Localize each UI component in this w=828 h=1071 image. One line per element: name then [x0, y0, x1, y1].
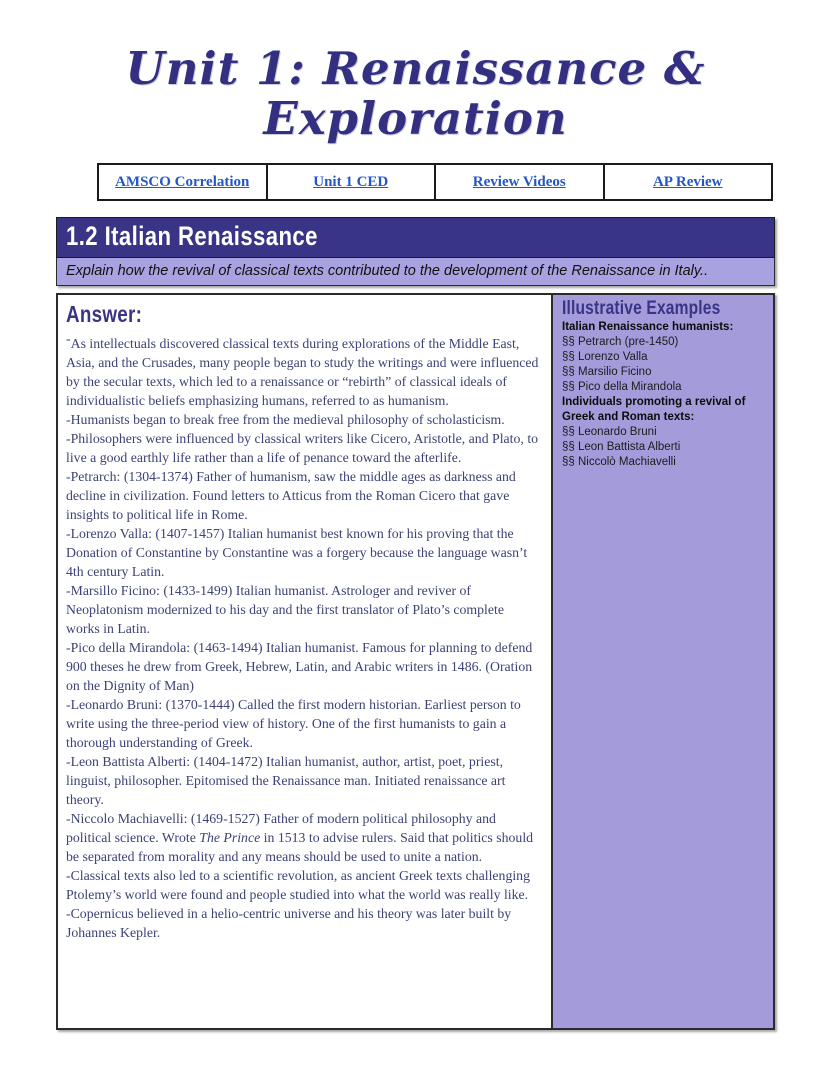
sidebar-heading — [562, 298, 765, 320]
answer-heading — [66, 301, 541, 328]
nav-links-row — [98, 164, 772, 200]
nav-cell-ap — [604, 164, 773, 200]
section-header-bar — [56, 217, 775, 258]
sidebar-group-label: Italian Renaissance humanists: — [562, 321, 734, 333]
sidebar-list-item: §§ Niccolò Machiavelli — [562, 456, 676, 468]
link-review-videos[interactable]: Review Videos — [472, 174, 566, 190]
superscript-dash: - — [66, 331, 71, 346]
link-amsco-correlation[interactable]: AMSCO Correlation — [115, 174, 250, 190]
link-ap-review[interactable]: AP Review — [652, 174, 723, 190]
answer-paragraph: -Copernicus believed in a helio-centric universe and his theory was later built by Johannes Kepler. — [66, 906, 512, 940]
section-header-title: 1.2 Italian Renaissance — [66, 221, 318, 251]
answer-paragraph: -Classical texts also led to a scientific revolution, as ancient Greek texts challenging Ptolemy’s world were found and people studied into what the world was really like. — [66, 868, 530, 902]
sidebar-heading-text: Illustrative Examples — [562, 298, 721, 319]
sidebar-list-item: §§ Pico della Mirandola — [562, 381, 682, 393]
question-text: Explain how the revival of classical texts contributed to the development of the Renaissance in Italy.. — [66, 263, 709, 279]
answer-box — [56, 293, 775, 1030]
sidebar-list-item: §§ Lorenzo Valla — [562, 351, 648, 363]
link-unit-1-ced[interactable]: Unit 1 CED — [313, 174, 389, 190]
answer-paragraph: -Philosophers were influenced by classical writers like Cicero, Aristotle, and Plato, to live a good earthly life rather than a life of penance toward the afterlife. — [66, 431, 539, 465]
book-title-the-prince: The Prince — [199, 830, 261, 845]
answer-paragraph: -Leonardo Bruni: (1370-1444) Called the first modern historian. Earliest person to write using the three-period view of history. One of the first humanists to gain a thorough understanding of Greek. — [66, 697, 521, 750]
answer-paragraph: -Petrarch: (1304-1374) Father of humanism, saw the middle ages as darkness and decline in civilization. Found letters to Atticus from the Roman Cicero that gave insights to political life in Rome. — [66, 469, 516, 522]
answer-paragraph: -Pico della Mirandola: (1463-1494) Italian humanist. Famous for planning to defend 900 theses he drew from Greek, Hebrew, Latin, and Arabic writers in 1486. (Oration on the Dignity of Man) — [66, 640, 533, 693]
nav-cell-ced — [267, 164, 436, 200]
sidebar-list-item: §§ Leon Battista Alberti — [562, 441, 681, 453]
answer-paragraph: -Humanists began to break free from the medieval philosophy of scholasticism. — [66, 412, 505, 427]
answer-paragraph: -Leon Battista Alberti: (1404-1472) Italian humanist, author, artist, poet, priest, linguist, philosopher. Epitomised the Renaissance man. Initiated renaissance art theory. — [66, 754, 506, 807]
nav-cell-amsco — [98, 164, 267, 200]
answer-column — [58, 295, 551, 1028]
sidebar-list-item: §§ Marsilio Ficino — [562, 366, 652, 378]
sidebar-list-item: §§ Leonardo Bruni — [562, 426, 657, 438]
sidebar-group-label: Individuals promoting a revival of Greek and Roman texts: — [562, 396, 746, 423]
answer-paragraph: -Lorenzo Valla: (1407-1457) Italian humanist best known for his proving that the Donation of Constantine by Constantine was a forgery because the language wasn’t 4th century Latin. — [66, 526, 528, 579]
answer-heading-text: Answer: — [66, 301, 143, 327]
nav-links-table — [97, 163, 773, 201]
sidebar — [551, 295, 773, 1028]
question-bar — [56, 258, 775, 286]
page-title: Unit 1: Renaissance & Exploration — [125, 42, 706, 145]
answer-paragraph: -As intellectuals discovered classical texts during explorations of the Middle East, Asia, and the Crusades, many people began to study the writings and were influenced by the secular texts, which led to a renaissance or “rebirth” of classical ideals of individualistic beliefs emphasizing humans, referred to as humanism. — [66, 331, 539, 408]
nav-cell-videos — [435, 164, 604, 200]
sidebar-list-item: §§ Petrarch (pre-1450) — [562, 336, 679, 348]
answer-paragraph: -Niccolo Machiavelli: (1469-1527) Father of modern political philosophy and political science. Wrote The Prince in 1513 to advise rulers. Said that politics should be separated from morality and any means should be used to unite a nation. — [66, 811, 534, 864]
answer-paragraph: -Marsillo Ficino: (1433-1499) Italian humanist. Astrologer and reviver of Neoplatonism modernized to his day and the first translator of Plato’s complete works in Latin. — [66, 583, 504, 636]
